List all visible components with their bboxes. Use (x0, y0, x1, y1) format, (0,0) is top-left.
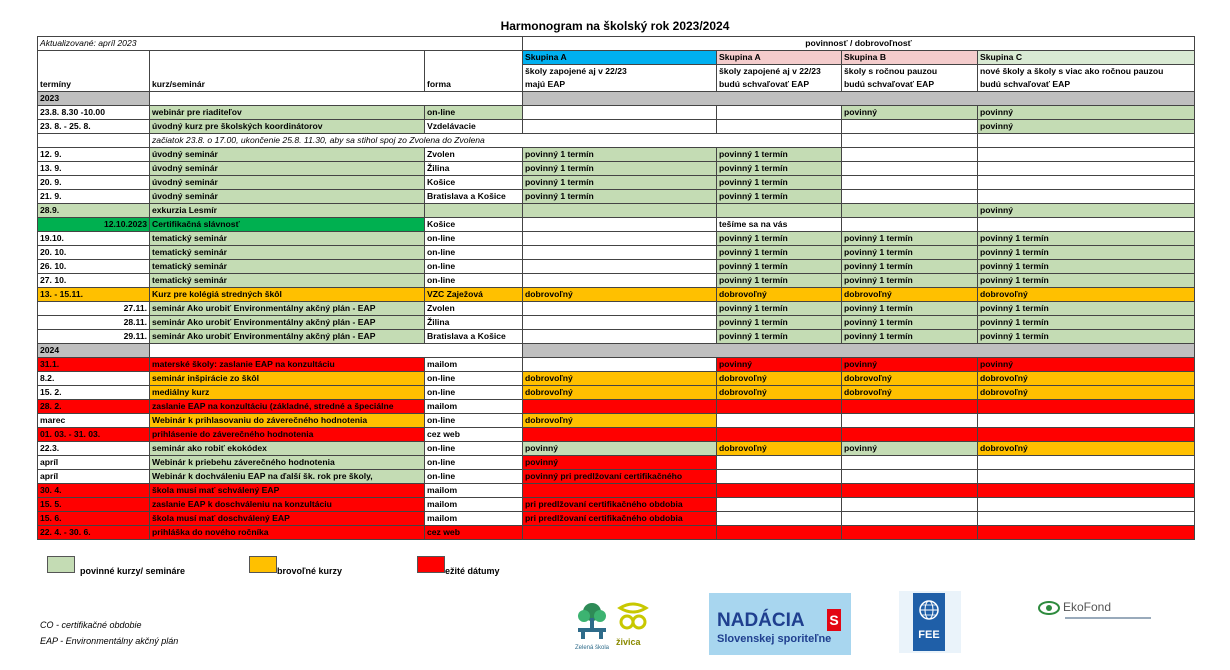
updated-label: Aktualizované: apríl 2023 (38, 37, 523, 51)
cell-group-c (978, 218, 1195, 232)
cell-course: zaslanie EAP k doschváleniu na konzultáciu (150, 498, 425, 512)
cell-form: Bratislava a Košice (425, 190, 523, 204)
cell-group-b (842, 148, 978, 162)
cell-group-c (978, 456, 1195, 470)
cell-course: škola musí mať schválený EAP (150, 484, 425, 498)
cell-group-a1 (523, 106, 717, 120)
cell-form: mailom (425, 498, 523, 512)
cell-group-c (978, 526, 1195, 540)
cell-course: Kurz pre kolégiá stredných škôl (150, 288, 425, 302)
cell-group-c (978, 162, 1195, 176)
section-year: 2024 (38, 344, 150, 358)
cell-form: mailom (425, 400, 523, 414)
obligation-header: povinnosť / dobrovoľnosť (523, 37, 1195, 51)
cell-group-a1: dobrovoľný (523, 414, 717, 428)
cell-group-b: povinný (842, 106, 978, 120)
cell-group-c: povinný (978, 106, 1195, 120)
cell-group-c: dobrovoľný (978, 288, 1195, 302)
table-row (38, 344, 1195, 358)
cell-group-a2 (717, 204, 842, 218)
group-b-desc2: budú schvaľovať EAP (842, 78, 978, 92)
cell-group-c (978, 190, 1195, 204)
table-row (38, 302, 1195, 316)
cell-date: 23.8. 8.30 -10.00 (38, 106, 150, 120)
cell-date: 12.10.2023 (38, 218, 150, 232)
cell-date: 01. 03. - 31. 03. (38, 428, 150, 442)
cell-form: Košice (425, 176, 523, 190)
table-row (38, 442, 1195, 456)
cell-group-a2 (717, 106, 842, 120)
legend-important: ežité dátumy (445, 566, 500, 576)
footnote-co: CO - certifikačné obdobie (40, 620, 142, 630)
section-year: 2023 (38, 92, 150, 106)
nadacia-subtitle: Slovenskej sporiteľne (717, 633, 832, 645)
table-row (38, 176, 1195, 190)
legend-voluntary: brovoľné kurzy (277, 566, 342, 576)
cell-empty (978, 134, 1195, 148)
cell-group-a1 (523, 526, 717, 540)
cell-group-c: povinný 1 termín (978, 274, 1195, 288)
table-row (38, 428, 1195, 442)
cell-date: 15. 6. (38, 512, 150, 526)
header-row-updated (38, 37, 1195, 51)
group-a1-header: Skupina A (523, 51, 717, 65)
cell-group-a2 (717, 484, 842, 498)
cell-group-c: povinný (978, 358, 1195, 372)
cell-course: zaslanie EAP na konzultáciu (základné, stredné a špeciálne (150, 400, 425, 414)
table-row (38, 400, 1195, 414)
cell-form: mailom (425, 358, 523, 372)
cell-group-a1 (523, 120, 717, 134)
table-row (38, 120, 1195, 134)
cell-group-a2: povinný 1 termín (717, 316, 842, 330)
cell-date: 29.11. (38, 330, 150, 344)
cell-group-c: dobrovoľný (978, 386, 1195, 400)
cell-group-a1 (523, 204, 717, 218)
group-c-desc: nové školy a školy s viac ako ročnou pauzou (978, 65, 1195, 79)
table-row (38, 232, 1195, 246)
cell-group-b: dobrovoľný (842, 288, 978, 302)
table-row (38, 274, 1195, 288)
cell-group-b (842, 120, 978, 134)
table-row (38, 190, 1195, 204)
cell-course: tematický seminár (150, 274, 425, 288)
cell-group-b (842, 218, 978, 232)
cell-form: cez web (425, 428, 523, 442)
cell-date: apríl (38, 456, 150, 470)
cell-course: Webinár k prihlasovaniu do záverečného hodnotenia (150, 414, 425, 428)
zivica-text: živica (616, 637, 641, 647)
cell-form: Žilina (425, 316, 523, 330)
table-row (38, 316, 1195, 330)
cell-form: cez web (425, 526, 523, 540)
cell-group-a1 (523, 400, 717, 414)
cell-date: 15. 5. (38, 498, 150, 512)
cell-group-c (978, 484, 1195, 498)
cell-group-b (842, 428, 978, 442)
cell-form: Žilina (425, 162, 523, 176)
cell-date: 31.1. (38, 358, 150, 372)
cell-group-a2: povinný 1 termín (717, 190, 842, 204)
cell-form: Bratislava a Košice (425, 330, 523, 344)
cell-form: mailom (425, 484, 523, 498)
table-row (38, 106, 1195, 120)
cell-group-a2: povinný 1 termín (717, 148, 842, 162)
tree-icon (572, 600, 612, 640)
cell-form: mailom (425, 512, 523, 526)
cell-date: 15. 2. (38, 386, 150, 400)
cell-group-a1 (523, 302, 717, 316)
cell-group-c: dobrovoľný (978, 442, 1195, 456)
cell-group-c: povinný 1 termín (978, 232, 1195, 246)
cell-group-a1: dobrovoľný (523, 288, 717, 302)
course-note: začiatok 23.8. o 17.00, ukončenie 25.8. 11.30, aby sa stihol spoj zo Zvolena do Zvolena (150, 134, 842, 148)
cell-group-a1: povinný (523, 442, 717, 456)
cell-group-b: povinný 1 termín (842, 274, 978, 288)
fee-logo (899, 591, 961, 653)
cell-group-a2: povinný 1 termín (717, 246, 842, 260)
cell-date: 13. 9. (38, 162, 150, 176)
cell-date: 23. 8. - 25. 8. (38, 120, 150, 134)
table-row (38, 498, 1195, 512)
header-row-columns (38, 78, 1195, 92)
cell-group-a2: povinný (717, 358, 842, 372)
group-b-header: Skupina B (842, 51, 978, 65)
cell-course: seminár Ako urobiť Environmentálny akčný plán - EAP (150, 316, 425, 330)
cell-group-b (842, 484, 978, 498)
cell-group-b (842, 190, 978, 204)
fee-text: FEE (918, 629, 940, 641)
cell-group-a2: dobrovoľný (717, 288, 842, 302)
zelena-skola-text: Zelená škola (574, 645, 610, 651)
cell-group-a1 (523, 274, 717, 288)
cell-group-b (842, 498, 978, 512)
table-row (38, 92, 1195, 106)
cell-group-c: povinný (978, 120, 1195, 134)
section-filler (523, 344, 1195, 358)
cell-course: úvodný seminár (150, 148, 425, 162)
cell-form: Vzdelávacie (425, 120, 523, 134)
section-filler (523, 92, 1195, 106)
legend-swatch-mandatory (47, 556, 75, 573)
cell-form: on-line (425, 414, 523, 428)
cell-group-b (842, 456, 978, 470)
cell-group-b: povinný (842, 442, 978, 456)
cell-course: exkurzia Lesmír (150, 204, 425, 218)
cell-form: on-line (425, 232, 523, 246)
zivica-symbol-icon (616, 602, 650, 632)
group-c-desc2: budú schvaľovať EAP (978, 78, 1195, 92)
table-row (38, 218, 1195, 232)
cell-group-c: povinný 1 termín (978, 260, 1195, 274)
table-row (38, 162, 1195, 176)
cell-date: 8.2. (38, 372, 150, 386)
cell-group-b (842, 400, 978, 414)
cell-group-a2 (717, 526, 842, 540)
cell-group-b: dobrovoľný (842, 372, 978, 386)
group-a1-desc2: majú EAP (523, 78, 717, 92)
cell-group-a1: povinný 1 termín (523, 176, 717, 190)
ekofond-text: EkoFond (1063, 600, 1112, 614)
cell-group-b: dobrovoľný (842, 386, 978, 400)
cell-course: webinár pre riaditeľov (150, 106, 425, 120)
header-row-groups (38, 51, 1195, 65)
table-row (38, 512, 1195, 526)
cell-course: seminár Ako urobiť Environmentálny akčný plán - EAP (150, 330, 425, 344)
cell-group-a2: dobrovoľný (717, 372, 842, 386)
cell-group-b: povinný 1 termín (842, 246, 978, 260)
col-header-course: kurz/seminár (150, 78, 425, 92)
cell-form: on-line (425, 470, 523, 484)
cell-group-a1: povinný 1 termín (523, 148, 717, 162)
cell-group-a1 (523, 260, 717, 274)
cell-group-c (978, 414, 1195, 428)
cell-group-a1: pri predlžovaní certifikačného obdobia (523, 498, 717, 512)
zivica-logo (616, 602, 652, 646)
cell-group-a2: povinný 1 termín (717, 176, 842, 190)
cell-form: Košice (425, 218, 523, 232)
cell-group-a1 (523, 330, 717, 344)
cell-group-a2 (717, 470, 842, 484)
table-row (38, 470, 1195, 484)
cell-course: tematický seminár (150, 260, 425, 274)
cell-group-c: povinný 1 termín (978, 316, 1195, 330)
cell-form: Zvolen (425, 302, 523, 316)
cell-group-a2 (717, 414, 842, 428)
cell-course: úvodný kurz pre školských koordinátorov (150, 120, 425, 134)
ekofond-logo (1037, 598, 1163, 628)
cell-date: 27. 10. (38, 274, 150, 288)
cell-group-b: povinný 1 termín (842, 302, 978, 316)
cell-course: úvodný seminár (150, 190, 425, 204)
cell-form (425, 204, 523, 218)
cell-group-b (842, 204, 978, 218)
table-row (38, 484, 1195, 498)
col-header-dates: termíny (38, 78, 150, 92)
cell-course: škola musí mať doschválený EAP (150, 512, 425, 526)
cell-group-c (978, 176, 1195, 190)
table-row (38, 330, 1195, 344)
cell-course: Webinár k dochváleniu EAP na ďalší šk. rok pre školy, (150, 470, 425, 484)
cell-date: 21. 9. (38, 190, 150, 204)
page-title: Harmonogram na školský rok 2023/2024 (500, 19, 730, 33)
cell-course: úvodný seminár (150, 176, 425, 190)
table-row (38, 414, 1195, 428)
cell-group-a2 (717, 498, 842, 512)
cell-group-a1: povinný 1 termín (523, 190, 717, 204)
cell-empty (842, 134, 978, 148)
cell-form: on-line (425, 456, 523, 470)
table-row (38, 456, 1195, 470)
cell-group-c: povinný 1 termín (978, 246, 1195, 260)
cell-course: seminár inšpirácie zo škôl (150, 372, 425, 386)
legend-swatch-voluntary (249, 556, 277, 573)
cell-group-c: povinný 1 termín (978, 330, 1195, 344)
cell-date: 28. 2. (38, 400, 150, 414)
cell-form: VZC Zaježová (425, 288, 523, 302)
table-row (38, 246, 1195, 260)
header-row-desc1 (38, 65, 1195, 79)
schedule-table (37, 36, 1195, 540)
table-row (38, 148, 1195, 162)
cell-group-a2: povinný 1 termín (717, 260, 842, 274)
cell-date: 22.3. (38, 442, 150, 456)
cell-group-a2: dobrovoľný (717, 442, 842, 456)
cell-date (38, 134, 150, 148)
cell-group-a2 (717, 512, 842, 526)
section-filler (150, 344, 523, 358)
cell-group-a2: tešíme sa na vás (717, 218, 842, 232)
cell-date: 28.11. (38, 316, 150, 330)
cell-group-a1: povinný 1 termín (523, 162, 717, 176)
legend-swatch-important (417, 556, 445, 573)
sporitelna-s-icon: S (827, 609, 841, 631)
cell-group-a2: povinný 1 termín (717, 232, 842, 246)
cell-course: prihlásenie do záverečného hodnotenia (150, 428, 425, 442)
footnote-eap: EAP - Environmentálny akčný plán (40, 636, 179, 646)
cell-group-c: dobrovoľný (978, 372, 1195, 386)
cell-group-a2 (717, 428, 842, 442)
cell-group-a1 (523, 484, 717, 498)
cell-date: 13. - 15.11. (38, 288, 150, 302)
table-row (38, 358, 1195, 372)
cell-course: Webinár k priebehu záverečného hodnotenia (150, 456, 425, 470)
zelena-skola-logo (572, 600, 612, 651)
cell-group-b (842, 162, 978, 176)
cell-date: apríl (38, 470, 150, 484)
cell-group-b (842, 526, 978, 540)
cell-group-a1 (523, 218, 717, 232)
cell-course: tematický seminár (150, 246, 425, 260)
ekofond-swirl-icon (1037, 600, 1061, 616)
cell-group-c (978, 470, 1195, 484)
cell-group-c (978, 512, 1195, 526)
cell-date: 30. 4. (38, 484, 150, 498)
table-row (38, 372, 1195, 386)
cell-group-a2 (717, 456, 842, 470)
legend-mandatory: povinné kurzy/ semináre (80, 566, 186, 576)
cell-group-b: povinný (842, 358, 978, 372)
cell-group-a2: povinný 1 termín (717, 274, 842, 288)
cell-group-a2 (717, 120, 842, 134)
cell-group-c (978, 428, 1195, 442)
cell-group-a1: povinný (523, 456, 717, 470)
cell-course: seminár Ako urobiť Environmentálny akčný plán - EAP (150, 302, 425, 316)
table-row (38, 386, 1195, 400)
cell-course: tematický seminár (150, 232, 425, 246)
cell-group-c: povinný (978, 204, 1195, 218)
cell-group-a2: dobrovoľný (717, 386, 842, 400)
group-a2-desc2: budú schvaľovať EAP (717, 78, 842, 92)
cell-date: marec (38, 414, 150, 428)
cell-course: Certifikačná slávnosť (150, 218, 425, 232)
cell-group-a1 (523, 246, 717, 260)
cell-form: Zvolen (425, 148, 523, 162)
cell-course: prihláška do nového ročníka (150, 526, 425, 540)
group-b-desc: školy s ročnou pauzou (842, 65, 978, 79)
cell-course: materské školy: zaslanie EAP na konzultáciu (150, 358, 425, 372)
cell-group-c (978, 148, 1195, 162)
cell-group-a1 (523, 358, 717, 372)
table-row (38, 526, 1195, 540)
cell-date: 20. 9. (38, 176, 150, 190)
cell-group-a2 (717, 400, 842, 414)
cell-group-a1 (523, 428, 717, 442)
cell-course: úvodný seminár (150, 162, 425, 176)
cell-group-b: povinný 1 termín (842, 330, 978, 344)
cell-form: on-line (425, 246, 523, 260)
nadacia-title: NADÁCIA (717, 610, 805, 631)
col-header-form: forma (425, 78, 523, 92)
cell-group-b: povinný 1 termín (842, 232, 978, 246)
cell-date: 19.10. (38, 232, 150, 246)
cell-group-a2: povinný 1 termín (717, 330, 842, 344)
cell-group-c (978, 498, 1195, 512)
cell-form: on-line (425, 260, 523, 274)
cell-date: 22. 4. - 30. 6. (38, 526, 150, 540)
cell-date: 28.9. (38, 204, 150, 218)
cell-form: on-line (425, 274, 523, 288)
cell-form: on-line (425, 372, 523, 386)
cell-group-a1 (523, 232, 717, 246)
cell-group-a1: dobrovoľný (523, 386, 717, 400)
cell-group-b (842, 414, 978, 428)
cell-group-a1 (523, 316, 717, 330)
table-row (38, 134, 1195, 148)
cell-date: 12. 9. (38, 148, 150, 162)
cell-course: seminár ako robiť ekokódex (150, 442, 425, 456)
cell-form: on-line (425, 106, 523, 120)
cell-group-b (842, 176, 978, 190)
cell-group-a2: povinný 1 termín (717, 302, 842, 316)
table-row (38, 204, 1195, 218)
group-a2-header: Skupina A (717, 51, 842, 65)
cell-form: on-line (425, 386, 523, 400)
cell-group-a1: povinný pri predlžovaní certifikačného (523, 470, 717, 484)
table-row (38, 260, 1195, 274)
cell-group-b: povinný 1 termín (842, 316, 978, 330)
cell-group-a1: pri predlžovaní certifikačného obdobia (523, 512, 717, 526)
cell-group-c (978, 400, 1195, 414)
cell-group-b: povinný 1 termín (842, 260, 978, 274)
cell-date: 26. 10. (38, 260, 150, 274)
cell-group-c: povinný 1 termín (978, 302, 1195, 316)
section-filler (150, 92, 523, 106)
group-a1-desc: školy zapojené aj v 22/23 (523, 65, 717, 79)
cell-date: 20. 10. (38, 246, 150, 260)
cell-group-a2: povinný 1 termín (717, 162, 842, 176)
group-c-header: Skupina C (978, 51, 1195, 65)
nadacia-logo (709, 593, 851, 655)
cell-group-b (842, 470, 978, 484)
cell-group-a1: dobrovoľný (523, 372, 717, 386)
cell-date: 27.11. (38, 302, 150, 316)
globe-icon (918, 599, 940, 621)
group-a2-desc: školy zapojené aj v 22/23 (717, 65, 842, 79)
cell-course: mediálny kurz (150, 386, 425, 400)
cell-form: on-line (425, 442, 523, 456)
cell-group-b (842, 512, 978, 526)
table-row (38, 288, 1195, 302)
